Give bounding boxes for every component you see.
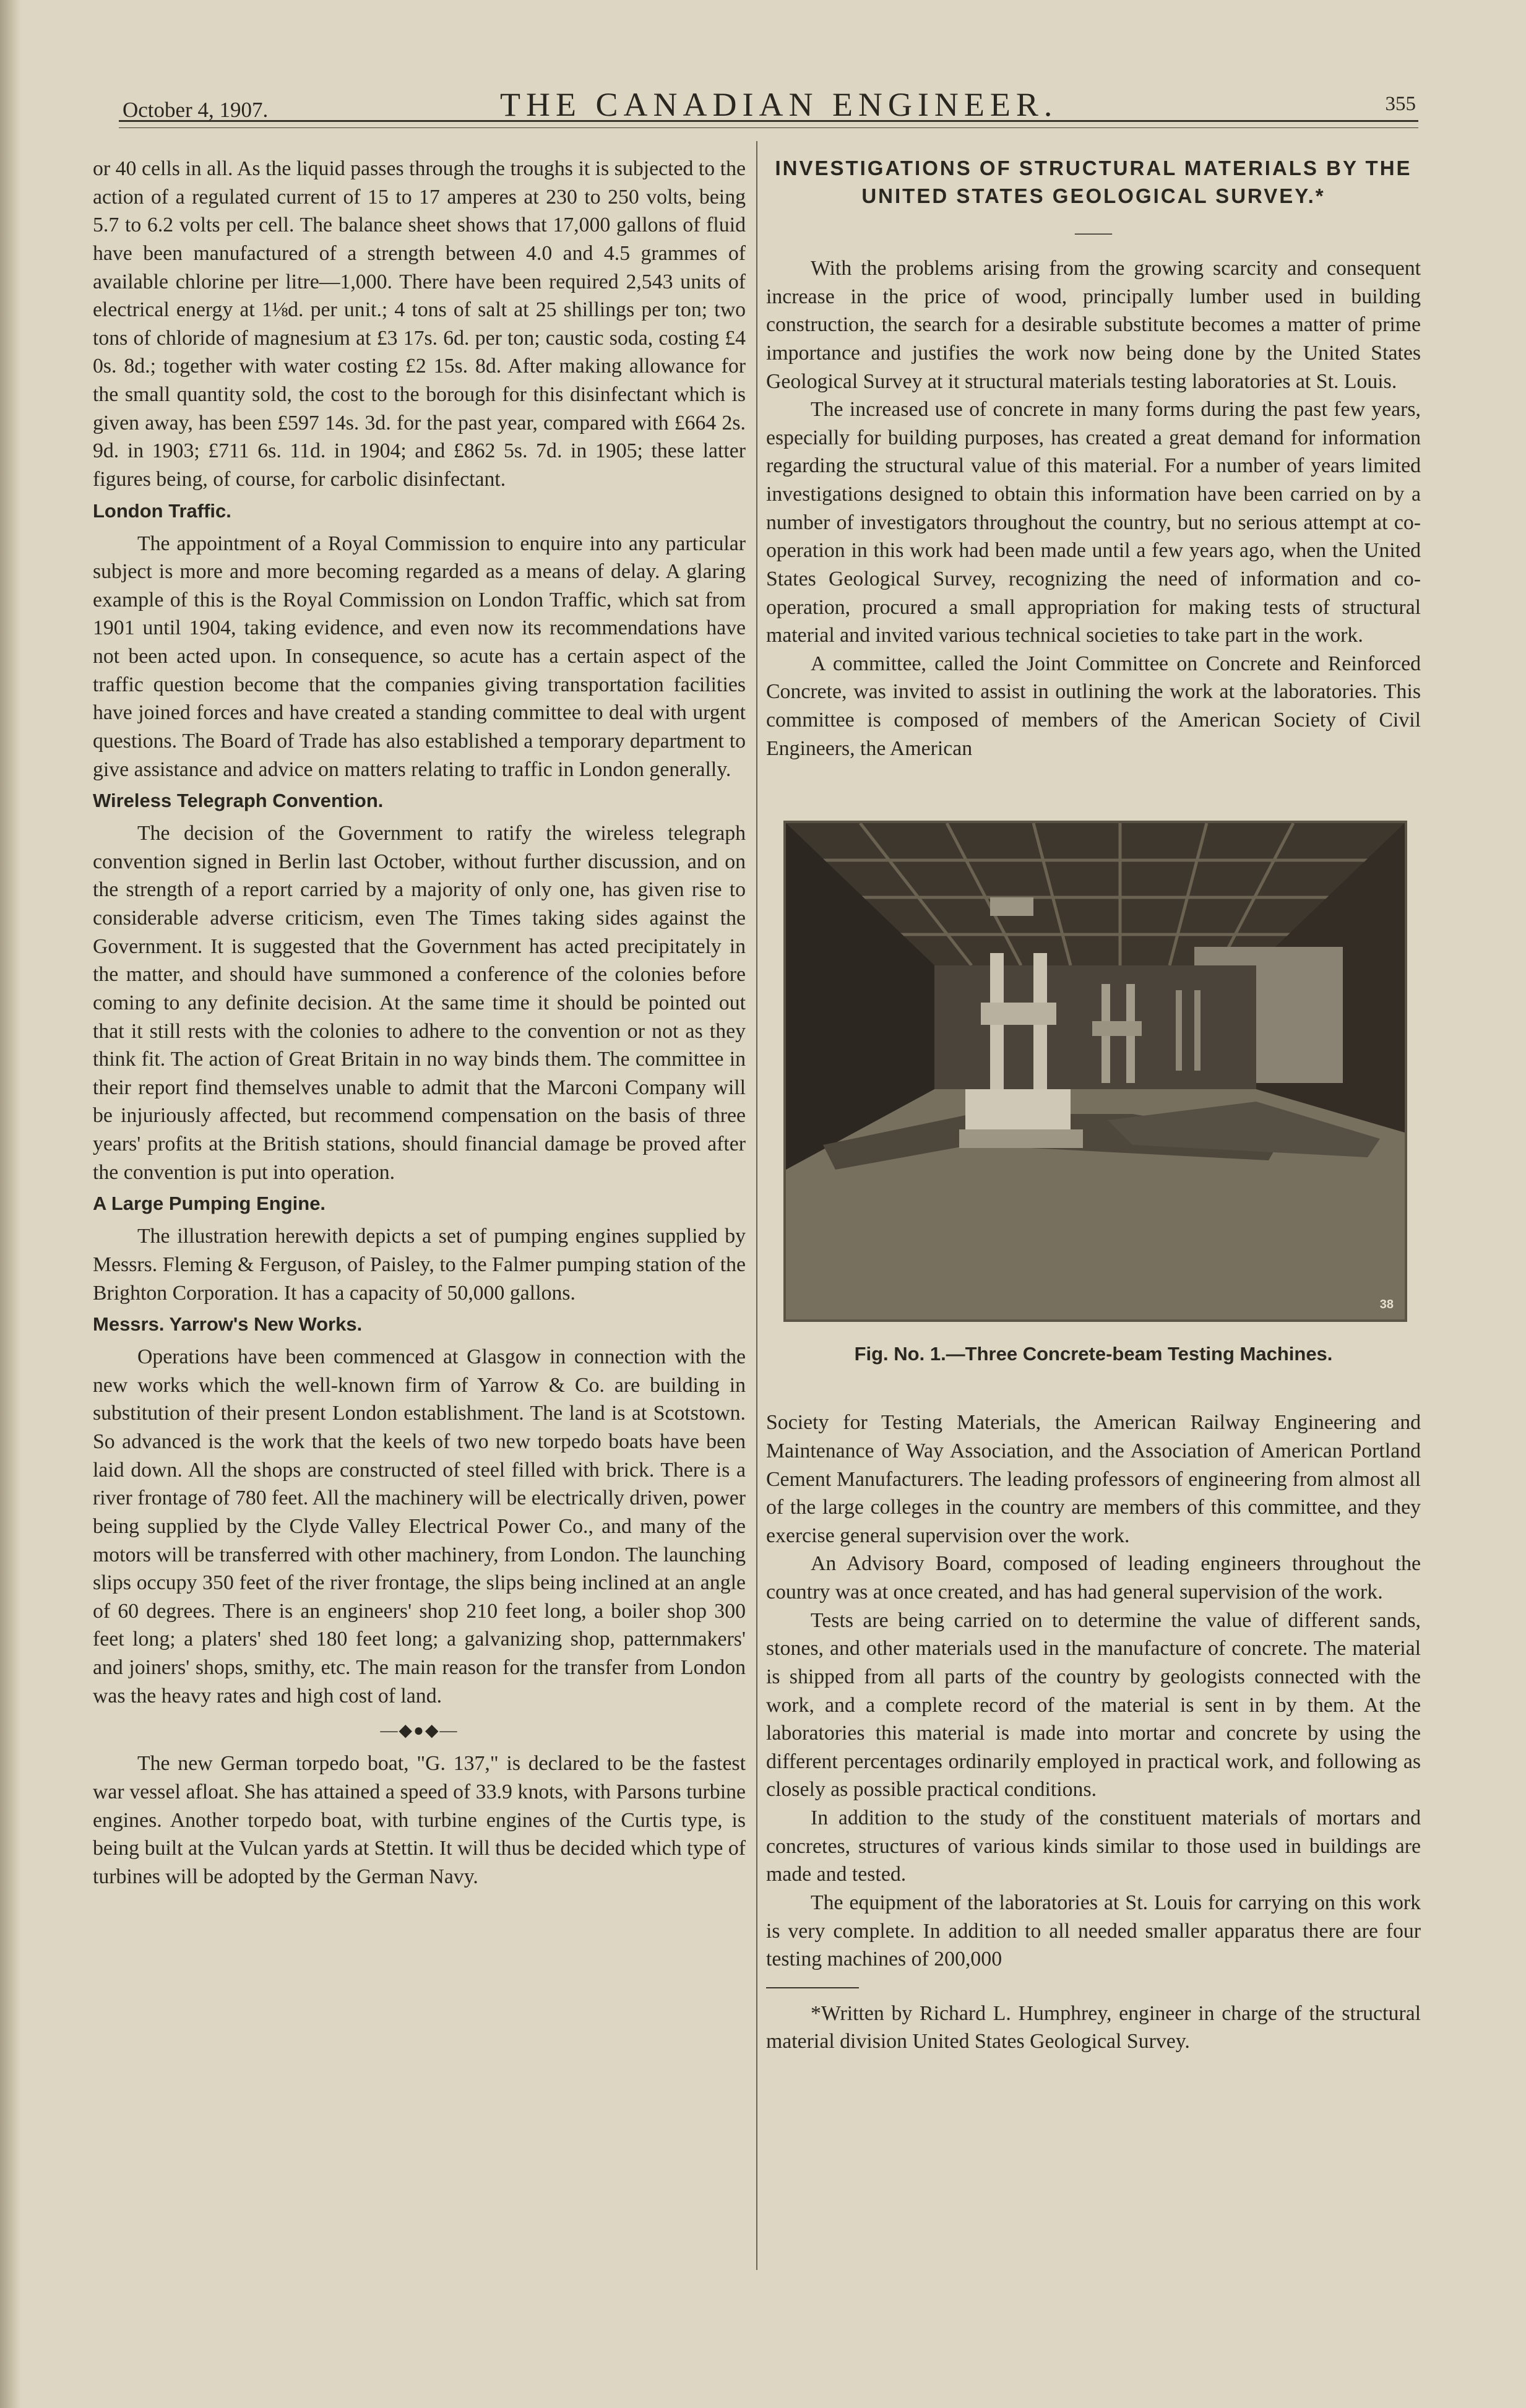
right-column [766, 155, 1421, 2056]
page-number: 355 [1385, 93, 1416, 115]
figure-caption: Fig. No. 1.—Three Concrete-beam Testing Machines. [854, 1343, 1333, 1365]
left-column [93, 155, 746, 1891]
testing-machines-photo [783, 821, 1407, 1322]
section-heading-pumping-engine: A Large Pumping Engine. [93, 1193, 326, 1215]
london-traffic-paragraph: The appointment of a Royal Commission to enquire into any particular subject is more and more becoming regarded as a means of delay. A glaring example of this is the Royal Commission on London Traffic, which sat from 1901 until 1904, taking evidence, and even now its recommendations have not been acted upon. In consequence, so acute has a certain aspect of the traffic question become that the companies giving transportation facilities have joined forces and have created a standing committee to deal with urgent questions. The Board of Trade has also established a temporary department to give assistance and advice on matters relating to traffic in London generally. [93, 532, 746, 781]
section-heading-yarrow: Messrs. Yarrow's New Works. [93, 1313, 363, 1336]
footnote-rule [766, 1987, 859, 1988]
issue-date: October 4, 1907. [123, 98, 269, 122]
article-title: INVESTIGATIONS OF STRUCTURAL MATERIALS BY THE UNITED STATES GEOLOGICAL SURVEY.* [775, 157, 1412, 207]
column-divider [756, 141, 757, 2270]
article-paragraph-1: With the problems arising from the growing scarcity and consequent increase in the price of wood, principally lumber used in building construction, the search for a desirable substitute becomes a matter of prime importance and justifies the work now being done by the United States Geological Survey at it structural materials testing laboratories at St. Louis. [766, 257, 1421, 393]
article-paragraph-5: An Advisory Board, composed of leading engineers throughout the country was at once created, and has had general supervision of the work. [766, 1552, 1421, 1604]
page-binding-edge [0, 0, 21, 2408]
article-paragraph-8: The equipment of the laboratories at St. Louis for carrying on this work is very complete. In addition to all needed smaller apparatus there are four testing machines of 200,000 [766, 1891, 1421, 1971]
section-heading-london-traffic: London Traffic. [93, 499, 231, 522]
header-rule-thin [119, 127, 1418, 128]
pumping-engine-paragraph: The illustration herewith depicts a set of pumping engines supplied by Messrs. Fleming & Ferguson, of Paisley, to the Falmer pumping station of the Brighton Corporation. It has a capacity of 50,000 gallons. [93, 1225, 746, 1305]
publication-title: THE CANADIAN ENGINEER. [500, 86, 1058, 123]
section-heading-wireless: Wireless Telegraph Convention. [93, 790, 384, 812]
photo-illustration [786, 823, 1405, 1319]
header-rule-thick [119, 120, 1418, 122]
photo-plate-number: 38 [1379, 1298, 1394, 1312]
title-dash: —— [1075, 222, 1112, 243]
section-ornament: —◆●◆— [380, 1721, 459, 1741]
article-paragraph-7: In addition to the study of the constituent materials of mortars and concretes, structures of various kinds similar to those used in buildings are made and tested. [766, 1806, 1421, 1886]
disinfectant-paragraph: or 40 cells in all. As the liquid passes through the troughs it is subjected to the action of a regulated current of 15 to 17 amperes at 230 to 250 volts, being 5.7 to 6.2 volts per cell. The balance sheet shows that 17,000 gallons of fluid have been manufactured of a strength between 4.0 and 4.5 grammes of available chlorine per litre—1,000. There have been required 2,543 units of electrical energy at 1⅛d. per unit.; 4 tons of salt at 25 shillings per ton; two tons of chloride of magnesium at £3 17s. 6d. per ton; caustic soda, costing £4 0s. 8d.; together with water costing £2 15s. 8d. After making allowance for the small quantity sold, the cost to the borough for this disinfectant which is given away, has been £597 14s. 3d. for the past year, compared with £664 2s. 9d. in 1903; £711 6s. 11d. in 1904; and £862 5s. 7d. in 1905; these latter figures being, of course, for carbolic disinfectant. [93, 157, 746, 491]
article-footnote: *Written by Richard L. Humphrey, engineer in charge of the structural material division United States Geological Survey. [766, 2001, 1421, 2053]
yarrow-paragraph: Operations have been commenced at Glasgow in connection with the new works which the well-known firm of Yarrow & Co. are building in substitution of their present London establishment. The land is at Scotstown. So advanced is the work that the keels of two new torpedo boats have been laid down. All the shops are constructed of steel filled with brick. There is a river frontage of 780 feet. All the machinery will be electrically driven, power being supplied by the Clyde Valley Electrical Power Co., and many of the motors will be transferred with other machinery, from London. The launching slips occupy 350 feet of the river frontage, the slips being inclined at an angle of 60 degrees. There is an engineers' shop 210 feet long, a boiler shop 300 feet long; a platers' shed 180 feet long; a galvanizing shop, patternmakers' and joiners' shops, smithy, etc. The main reason for the transfer from London was the heavy rates and high cost of land. [93, 1345, 746, 1707]
article-paragraph-2: The increased use of concrete in many forms during the past few years, especially for building purposes, has created a great demand for information regarding the structural value of this material. For a number of years limited investigations designed to obtain this information have been carried on by a number of investigators throughout the country, but no serious attempt at co-operation in this work had been made until a few years ago, when the United States Geological Survey, recognizing the need of information and co-operation, procured a small appropriation for making tests of structural material and invited various technical societies to take part in the work. [766, 398, 1421, 647]
torpedo-boat-paragraph: The new German torpedo boat, "G. 137," is declared to be the fastest war vessel afloat. She has attained a speed of 33.9 knots, with Parsons turbine engines. Another torpedo boat, with turbine engines of the Curtis type, is being built at the Vulcan yards at Stettin. It will thus be decided which type of turbines will be adopted by the German Navy. [93, 1752, 746, 1888]
wireless-paragraph: The decision of the Government to ratify the wireless telegraph convention signed in Berlin last October, without further discussion, and on the strength of a report carried by a majority of only one, has given rise to considerable adverse criticism, even The Times taking sides against the Government. It is suggested that the Government has acted precipitately in the matter, and should have summoned a conference of the colonies before coming to any definite decision. At the same time it should be pointed out that it still rests with the colonies to adhere to the convention or not as they think fit. The action of Great Britain in no way binds them. The committee in their report find themselves unable to admit that the Marconi Company will be injuriously affected, but recommend compensation on the basis of three years' profits at the British stations, should financial damage be proved after the convention is put into operation. [93, 822, 746, 1184]
article-paragraph-4: Society for Testing Materials, the American Railway Engineering and Maintenance of Way Association, and the Association of American Portland Cement Manufacturers. The leading professors of engineering from almost all of the large colleges in the country are members of this committee, and they exercise general supervision over the work. [766, 1411, 1421, 1547]
article-paragraph-3: A committee, called the Joint Committee on Concrete and Reinforced Concrete, was invited to assist in outlining the work at the laboratories. This committee is composed of members of the American Society of Civil Engineers, the American [766, 652, 1421, 760]
article-paragraph-6: Tests are being carried on to determine the value of different sands, stones, and other materials used in the manufacture of concrete. The material is shipped from all parts of the country by geologists connected with the work, and a complete record of the material is sent in by them. At the laboratories this material is made into mortar and concrete by using the different percentages ordinarily employed in practical work, and following as closely as possible practical conditions. [766, 1608, 1421, 1802]
